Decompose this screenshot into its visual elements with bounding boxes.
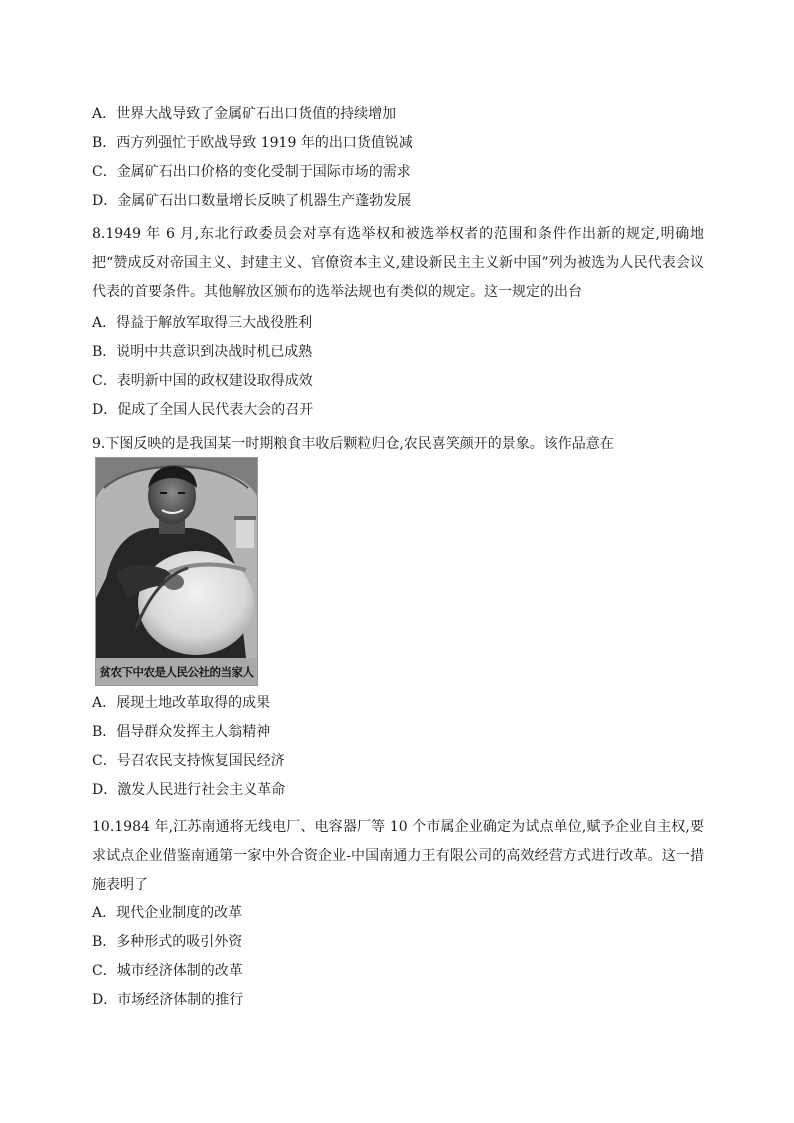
option-letter: D． [92, 193, 118, 209]
q8-option-b [92, 342, 312, 362]
q8-option-a [92, 313, 312, 333]
option-text: 激发人民进行社会主义革命 [117, 782, 286, 798]
option-letter: D． [92, 992, 118, 1008]
option-letter: C． [92, 753, 117, 769]
option-letter: A． [92, 695, 117, 711]
option-letter: D． [92, 782, 118, 798]
option-text: 现代企业制度的改革 [116, 905, 243, 921]
option-text: 表明新中国的政权建设取得成效 [116, 373, 313, 389]
option-text: 多种形式的吸引外资 [116, 934, 243, 950]
option-letter: C． [92, 164, 117, 180]
option-text: 得益于解放军取得三大战役胜利 [116, 315, 313, 331]
option-letter: B． [92, 724, 117, 740]
q10-stem: 10.1984 年,江苏南通将无线电厂、电容器厂等 10 个市属企业确定为试点单位,赋予企业自主权,要求试点企业借鉴南通第一家中外合资企业-中国南通力王有限公司的高效经营方式进行改革。这一措施表明了 [92, 819, 704, 893]
q9-option-d [92, 780, 285, 800]
option-letter: A． [92, 315, 117, 331]
q7-option-c [92, 162, 411, 182]
option-text: 说明中共意识到决战时机已成熟 [116, 344, 313, 360]
option-letter: A． [92, 905, 117, 921]
q8-option-d [92, 400, 313, 420]
q10-option-c [92, 961, 243, 981]
q9-option-a [92, 693, 270, 713]
q7-option-a [92, 104, 396, 124]
q8-stem: 8.1949 年 6 月,东北行政委员会对享有选举权和被选举权者的范围和条件作出新的规定,明确地把“赞成反对帝国主义、封建主义、官僚资本主义,建设新民主主义新中国”列为被选为人民代表会议代表的首要条件。其他解放区颁布的选举法规也有类似的规定。这一规定的出台 [92, 226, 704, 300]
q8-option-c [92, 371, 313, 391]
option-letter: C． [92, 373, 117, 389]
q10-option-b [92, 932, 242, 952]
option-letter: B． [92, 934, 117, 950]
q9-option-b [92, 722, 270, 742]
q10-option-d [92, 990, 243, 1010]
q7-option-d [92, 191, 411, 211]
q9-option-c [92, 751, 285, 771]
option-letter: D． [92, 402, 118, 418]
poster-caption: 贫农下中农是人民公社的当家人 [99, 665, 254, 679]
option-text: 市场经济体制的推行 [117, 992, 244, 1008]
q10-option-a [92, 903, 242, 923]
option-text: 西方列强忙于欧战导致 1919 年的出口货值锐减 [116, 135, 413, 151]
option-text: 展现土地改革取得的成果 [116, 695, 271, 711]
poster-illustration [96, 458, 257, 685]
q9-stem: 9.下图反映的是我国某一时期粮食丰收后颗粒归仓,农民喜笑颜开的景象。该作品意在 [92, 436, 614, 452]
option-text: 金属矿石出口数量增长反映了机器生产蓬勃发展 [117, 193, 412, 209]
option-text: 金属矿石出口价格的变化受制于国际市场的需求 [116, 164, 411, 180]
q7-option-b [92, 133, 413, 153]
option-text: 世界大战导致了金属矿石出口货值的持续增加 [116, 106, 397, 122]
option-text: 号召农民支持恢复国民经济 [116, 753, 285, 769]
option-letter: A． [92, 106, 117, 122]
propaganda-poster-image [95, 457, 258, 686]
option-letter: B． [92, 135, 117, 151]
option-letter: B． [92, 344, 117, 360]
option-text: 倡导群众发挥主人翁精神 [116, 724, 271, 740]
option-letter: C． [92, 963, 117, 979]
option-text: 城市经济体制的改革 [116, 963, 243, 979]
option-text: 促成了全国人民代表大会的召开 [117, 402, 314, 418]
